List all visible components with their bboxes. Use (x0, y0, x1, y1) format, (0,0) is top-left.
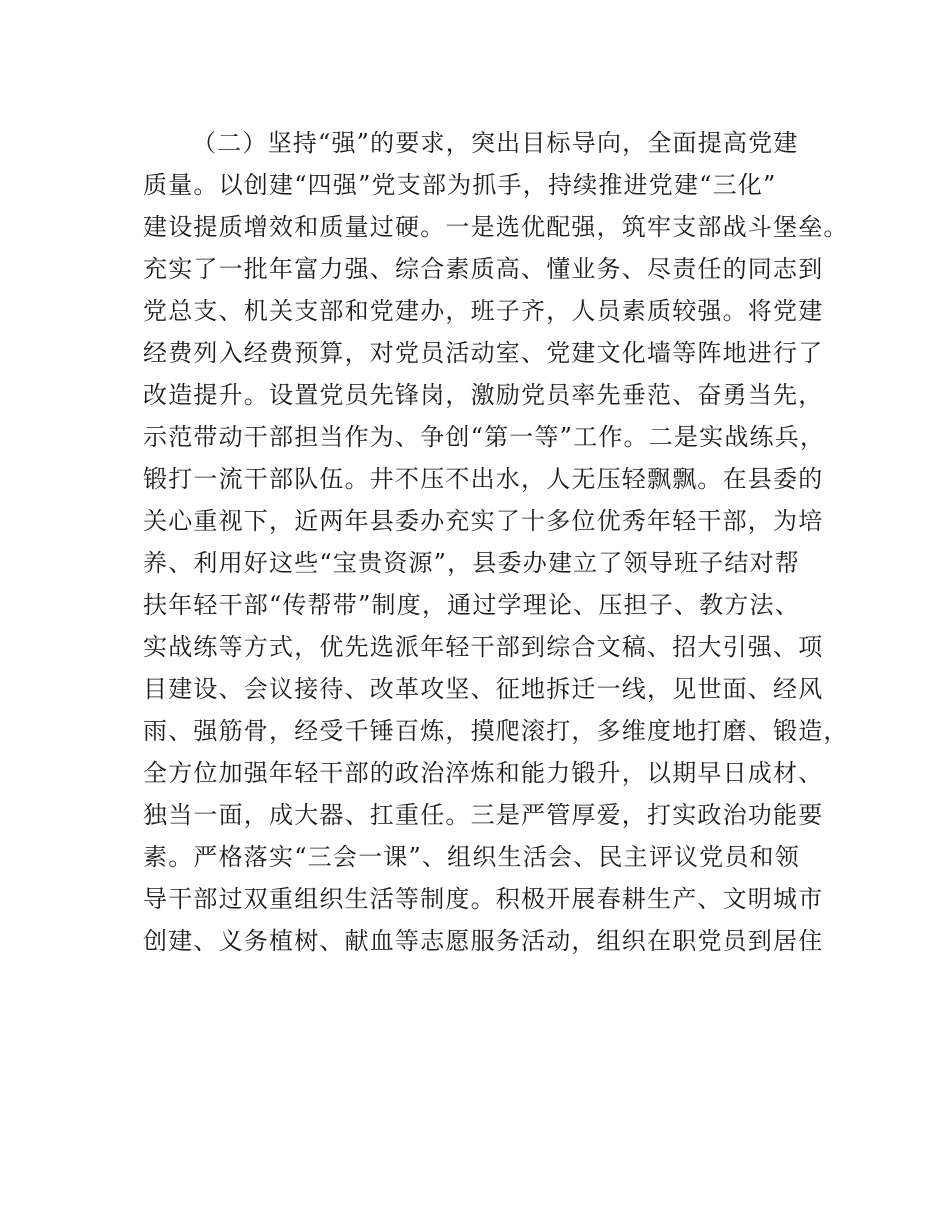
paragraph-line: 关心重视下，近两年县委办充实了十多位优秀年轻干部，为培 (143, 507, 824, 535)
paragraph-line: 经费列入经费预算，对党员活动室、党建文化墙等阵地进行了 (143, 339, 824, 367)
paragraph-line: 充实了一批年富力强、综合素质高、懂业务、尽责任的同志到 (143, 255, 824, 283)
paragraph-line: 独当一面，成大器、扛重任。三是严管厚爱，打实政治功能要 (143, 801, 824, 829)
paragraph-line: （二）坚持“强”的要求，突出目标导向，全面提高党建 (192, 129, 799, 157)
paragraph-line: 扶年轻干部“传帮带”制度，通过学理论、压担子、教方法、 (143, 591, 800, 619)
paragraph-line: 改造提升。设置党员先锋岗，激励党员率先垂范、奋勇当先， (143, 381, 824, 409)
body-paragraph (143, 122, 849, 962)
paragraph-line: 目建设、会议接待、改革攻坚、征地拆迁一线，见世面、经风 (143, 675, 824, 703)
paragraph-line: 建设提质增效和质量过硬。一是选优配强，筑牢支部战斗堡垒。 (143, 213, 849, 241)
paragraph-line: 实战练等方式，优先选派年轻干部到综合文稿、招大引强、项 (143, 633, 824, 661)
paragraph-line: 雨、强筋骨，经受千锤百炼，摸爬滚打，多维度地打磨、锻造， (143, 717, 849, 745)
paragraph-line: 导干部过双重组织生活等制度。积极开展春耕生产、文明城市 (143, 885, 824, 913)
paragraph-line: 素。严格落实“三会一课”、组织生活会、民主评议党员和领 (143, 843, 800, 871)
paragraph-line: 养、利用好这些“宝贵资源”，县委办建立了领导班子结对帮 (143, 549, 800, 577)
paragraph-line: 锻打一流干部队伍。井不压不出水，人无压轻飘飘。在县委的 (143, 465, 824, 493)
paragraph-line: 全方位加强年轻干部的政治淬炼和能力锻升，以期早日成材、 (143, 759, 824, 787)
paragraph-line: 质量。以创建“四强”党支部为抓手，持续推进党建“三化” (143, 171, 777, 199)
paragraph-line: 党总支、机关支部和党建办，班子齐，人员素质较强。将党建 (143, 297, 824, 325)
paragraph-line: 创建、义务植树、献血等志愿服务活动，组织在职党员到居住 (143, 927, 824, 955)
paragraph-line: 示范带动干部担当作为、争创“第一等”工作。二是实战练兵， (143, 423, 826, 451)
